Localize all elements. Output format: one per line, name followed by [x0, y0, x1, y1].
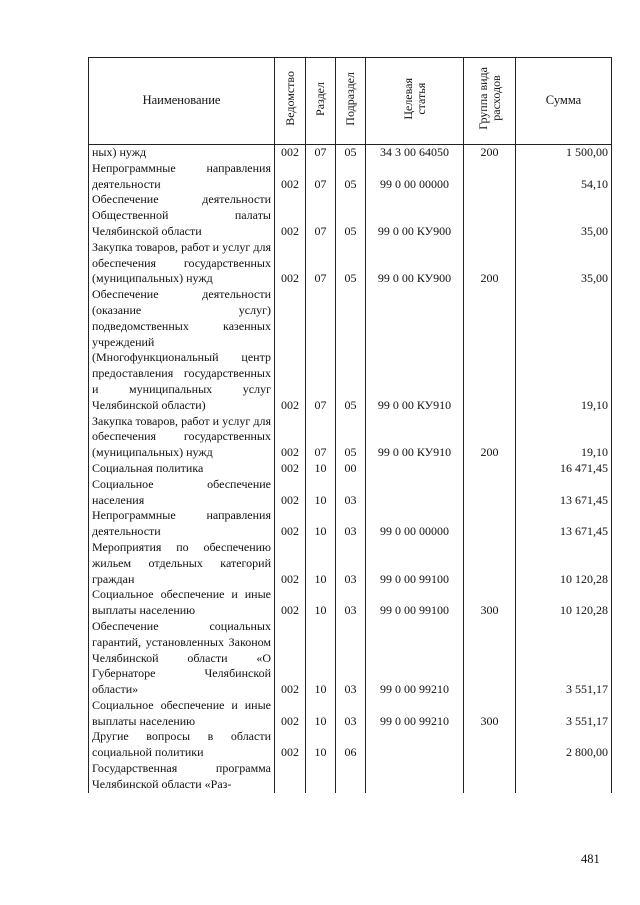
header-dept: Ведомство — [275, 58, 306, 145]
cell-sum: 2 800,00 — [516, 729, 612, 761]
cell-target: 99 0 00 КУ910 — [366, 414, 464, 461]
cell-name: Социальное обеспечение и иные выплаты населению — [89, 587, 275, 619]
cell-target — [366, 461, 464, 477]
table-row — [89, 287, 612, 413]
cell-subsection: 03 — [336, 619, 366, 698]
table-row — [89, 508, 612, 540]
cell-name: Социальное обеспечение и иные выплаты населению — [89, 698, 275, 730]
cell-dept: 002 — [275, 461, 306, 477]
cell-subsection: 05 — [336, 192, 366, 239]
cell-group — [464, 508, 516, 540]
cell-name: ных) нужд — [89, 145, 275, 161]
cell-group — [464, 477, 516, 509]
cell-target: 99 0 00 КУ900 — [366, 192, 464, 239]
cell-name: Обеспечение деятельности Общественной палаты Челябинской области — [89, 192, 275, 239]
cell-dept — [275, 761, 306, 793]
cell-target — [366, 761, 464, 793]
cell-section: 07 — [306, 240, 336, 287]
cell-section: 07 — [306, 287, 336, 413]
cell-section: 10 — [306, 729, 336, 761]
cell-subsection: 05 — [336, 240, 366, 287]
cell-group — [464, 540, 516, 587]
cell-target: 99 0 00 99210 — [366, 698, 464, 730]
cell-dept: 002 — [275, 540, 306, 587]
cell-sum: 54,10 — [516, 161, 612, 193]
cell-sum — [516, 761, 612, 793]
table-row — [89, 698, 612, 730]
header-subsection: Подраздел — [336, 58, 366, 145]
cell-section: 07 — [306, 161, 336, 193]
cell-dept: 002 — [275, 161, 306, 193]
header-target: Целевая статья — [366, 58, 464, 145]
cell-subsection: 03 — [336, 508, 366, 540]
table-row — [89, 240, 612, 287]
cell-subsection: 03 — [336, 540, 366, 587]
cell-subsection: 03 — [336, 587, 366, 619]
cell-target — [366, 729, 464, 761]
cell-subsection — [336, 761, 366, 793]
cell-section: 07 — [306, 145, 336, 161]
cell-target: 99 0 00 99210 — [366, 619, 464, 698]
cell-sum: 16 471,45 — [516, 461, 612, 477]
header-sum: Сумма — [516, 58, 612, 145]
cell-dept: 002 — [275, 619, 306, 698]
cell-group — [464, 461, 516, 477]
cell-group — [464, 287, 516, 413]
cell-section: 07 — [306, 414, 336, 461]
cell-target: 99 0 00 00000 — [366, 508, 464, 540]
cell-name: Закупка товаров, работ и услуг для обеспечения государственных (муниципальных) нужд — [89, 414, 275, 461]
cell-dept: 002 — [275, 240, 306, 287]
cell-subsection: 05 — [336, 287, 366, 413]
cell-name: Непрограммные направления деятельности — [89, 161, 275, 193]
cell-group: 200 — [464, 145, 516, 161]
cell-target: 99 0 00 99100 — [366, 540, 464, 587]
cell-sum: 19,10 — [516, 287, 612, 413]
cell-section — [306, 761, 336, 793]
cell-sum: 13 671,45 — [516, 477, 612, 509]
cell-subsection: 05 — [336, 414, 366, 461]
cell-name: Непрограммные направления деятельности — [89, 508, 275, 540]
cell-sum: 35,00 — [516, 240, 612, 287]
cell-group: 200 — [464, 240, 516, 287]
table-row — [89, 461, 612, 477]
table-row — [89, 540, 612, 587]
cell-sum: 10 120,28 — [516, 587, 612, 619]
cell-sum: 13 671,45 — [516, 508, 612, 540]
cell-name: Мероприятия по обеспечению жильем отдельных категорий граждан — [89, 540, 275, 587]
cell-dept: 002 — [275, 145, 306, 161]
cell-group — [464, 192, 516, 239]
cell-subsection: 05 — [336, 161, 366, 193]
cell-target: 99 0 00 00000 — [366, 161, 464, 193]
cell-dept: 002 — [275, 587, 306, 619]
cell-sum: 1 500,00 — [516, 145, 612, 161]
cell-dept: 002 — [275, 508, 306, 540]
page-number: 481 — [581, 852, 600, 866]
table-row — [89, 619, 612, 698]
cell-target: 99 0 00 КУ910 — [366, 287, 464, 413]
cell-sum: 35,00 — [516, 192, 612, 239]
cell-group — [464, 161, 516, 193]
cell-subsection: 06 — [336, 729, 366, 761]
cell-target — [366, 477, 464, 509]
cell-sum: 3 551,17 — [516, 698, 612, 730]
cell-subsection: 03 — [336, 477, 366, 509]
cell-group: 200 — [464, 414, 516, 461]
table-row — [89, 761, 612, 793]
cell-name: Другие вопросы в области социальной политики — [89, 729, 275, 761]
cell-section: 07 — [306, 192, 336, 239]
cell-target: 34 3 00 64050 — [366, 145, 464, 161]
cell-sum: 19,10 — [516, 414, 612, 461]
table-row — [89, 729, 612, 761]
cell-subsection: 00 — [336, 461, 366, 477]
cell-section: 10 — [306, 461, 336, 477]
cell-sum: 3 551,17 — [516, 619, 612, 698]
cell-section: 10 — [306, 619, 336, 698]
cell-dept: 002 — [275, 698, 306, 730]
cell-group: 300 — [464, 587, 516, 619]
table-row — [89, 477, 612, 509]
cell-subsection: 05 — [336, 145, 366, 161]
cell-name: Социальная политика — [89, 461, 275, 477]
header-section: Раздел — [306, 58, 336, 145]
cell-dept: 002 — [275, 729, 306, 761]
table-header — [89, 58, 612, 145]
cell-group — [464, 619, 516, 698]
table-row — [89, 587, 612, 619]
cell-dept: 002 — [275, 287, 306, 413]
cell-section: 10 — [306, 477, 336, 509]
cell-name: Закупка товаров, работ и услуг для обеспечения государственных (муниципальных) нужд — [89, 240, 275, 287]
cell-section: 10 — [306, 540, 336, 587]
cell-subsection: 03 — [336, 698, 366, 730]
cell-target: 99 0 00 99100 — [366, 587, 464, 619]
table-row — [89, 161, 612, 193]
cell-group — [464, 729, 516, 761]
cell-dept: 002 — [275, 477, 306, 509]
budget-table — [88, 57, 612, 793]
cell-section: 10 — [306, 587, 336, 619]
cell-section: 10 — [306, 508, 336, 540]
cell-section: 10 — [306, 698, 336, 730]
header-name: Наименование — [89, 58, 275, 145]
table-row — [89, 145, 612, 161]
header-group: Группа вида расходов — [464, 58, 516, 145]
cell-sum: 10 120,28 — [516, 540, 612, 587]
table-body — [89, 145, 612, 793]
table-row — [89, 192, 612, 239]
cell-name: Социальное обеспечение населения — [89, 477, 275, 509]
cell-dept: 002 — [275, 192, 306, 239]
cell-name: Обеспечение деятельности (оказание услуг) подведомственных казенных учреждений (Многофункциональный центр предоставления государственных и муниципальных услуг Челябинской области) — [89, 287, 275, 413]
cell-group — [464, 761, 516, 793]
cell-name: Обеспечение социальных гарантий, установленных Законом Челябинской области «О Губернаторе Челябинской области» — [89, 619, 275, 698]
cell-dept: 002 — [275, 414, 306, 461]
cell-target: 99 0 00 КУ900 — [366, 240, 464, 287]
cell-group: 300 — [464, 698, 516, 730]
table-row — [89, 414, 612, 461]
cell-name: Государственная программа Челябинской области «Раз- — [89, 761, 275, 793]
